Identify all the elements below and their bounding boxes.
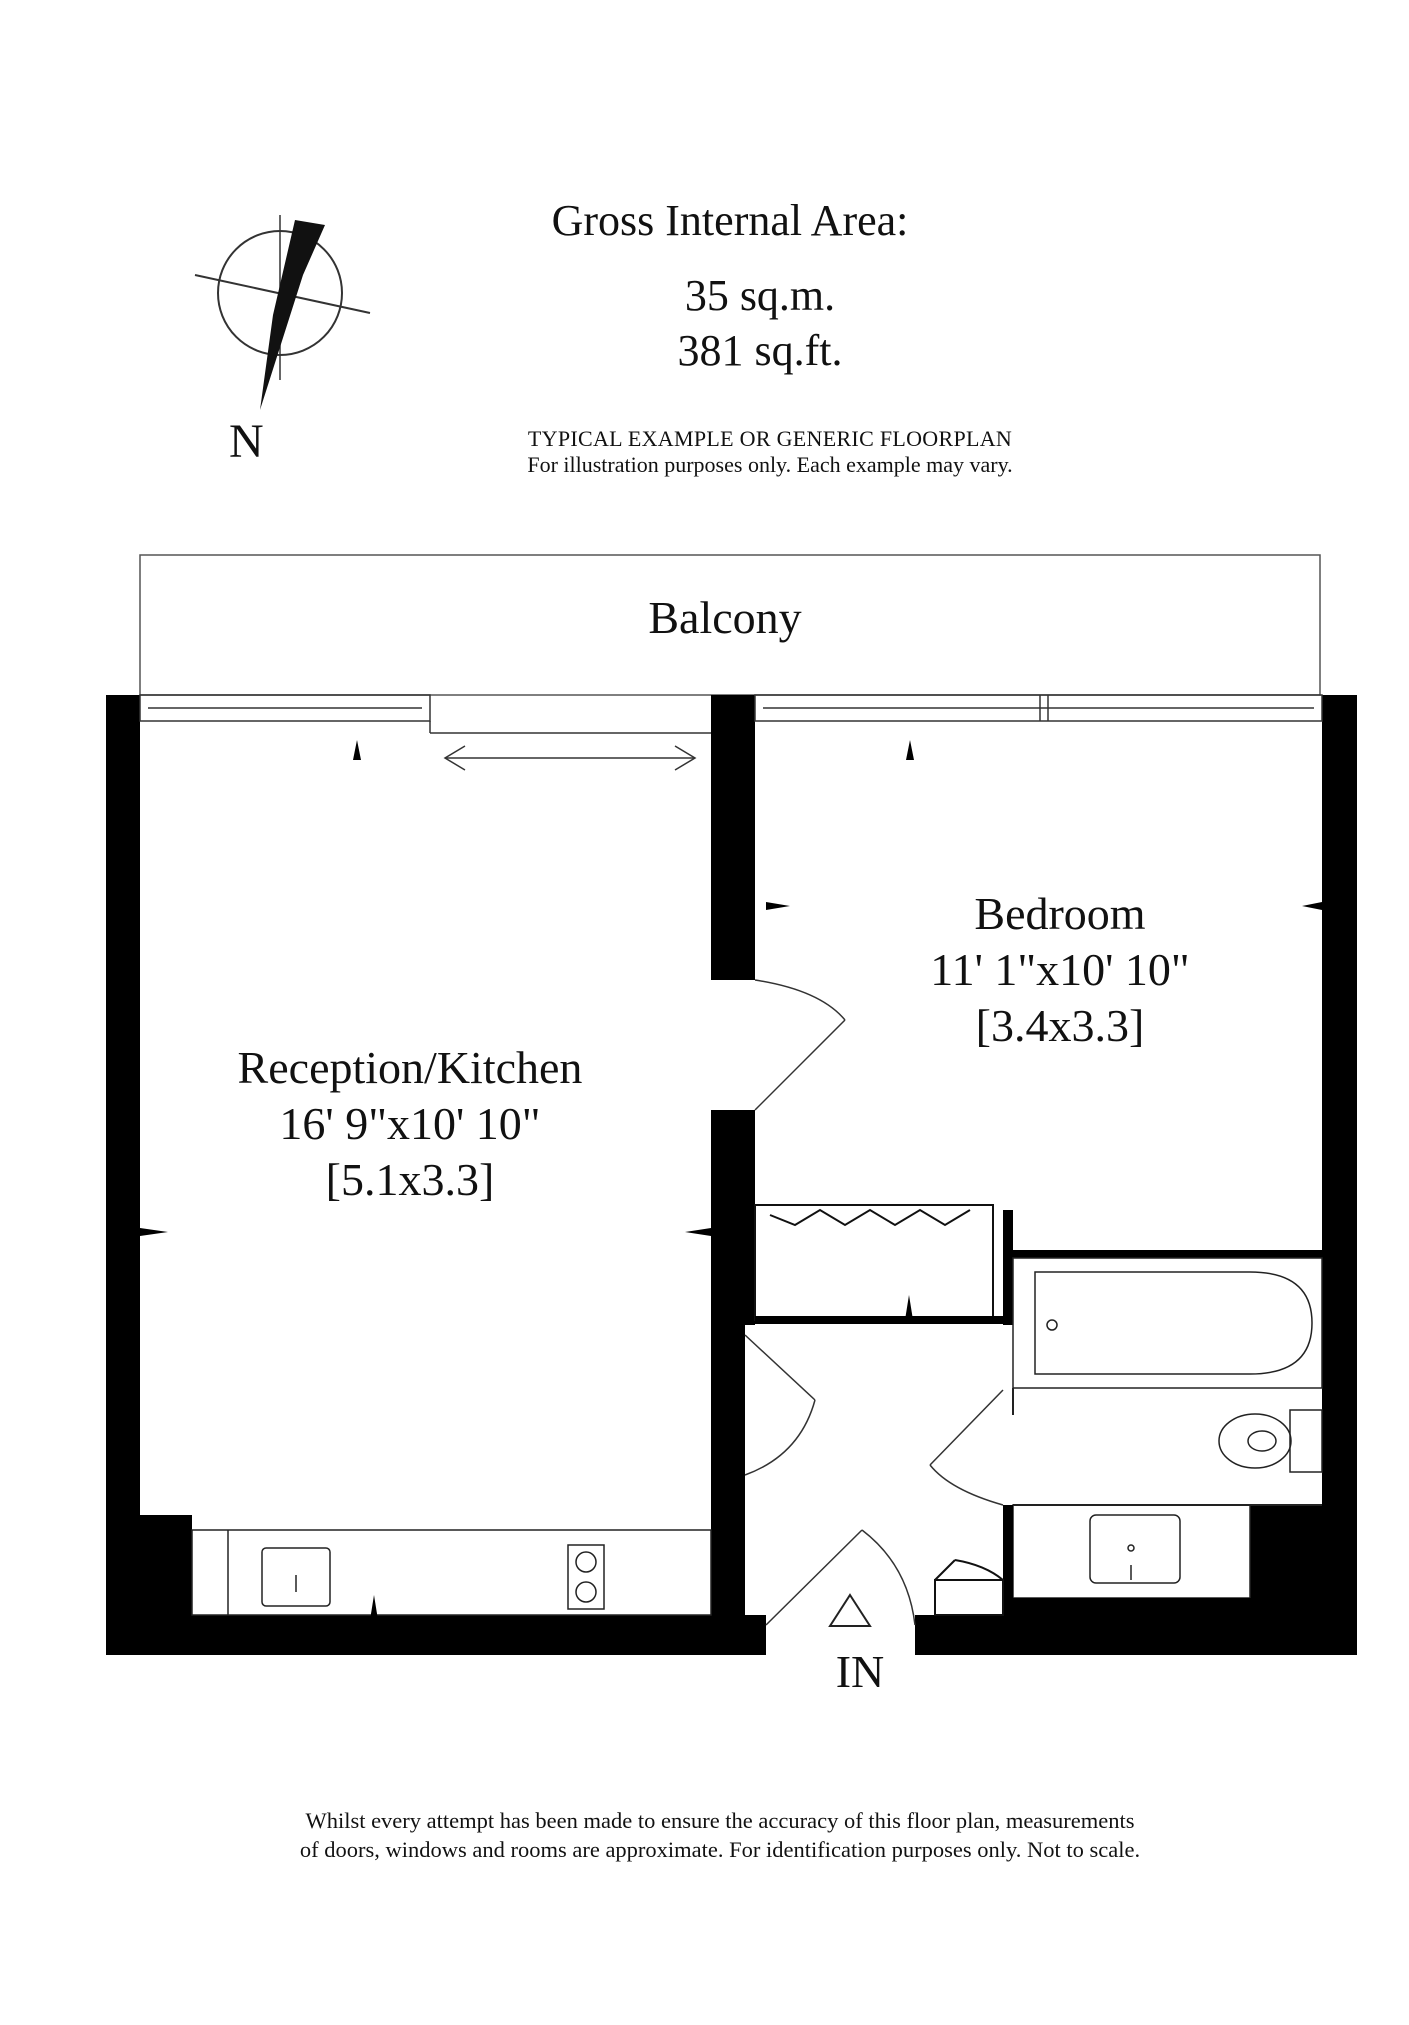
bedroom-door (755, 980, 845, 1110)
area-square-feet: 381 sq.ft. (677, 326, 843, 375)
kitchen-hob (568, 1545, 604, 1609)
reception-kitchen-label (180, 1040, 640, 1208)
left-exterior-wall (106, 695, 140, 1655)
toilet (1219, 1410, 1322, 1472)
bottom-wall-left (106, 1615, 766, 1655)
gross-internal-area-title: Gross Internal Area: (551, 196, 909, 245)
entrance-cupboard (935, 1560, 1003, 1615)
wardrobe-bottom-wall (755, 1316, 1010, 1324)
bathroom-basin (1013, 1505, 1250, 1598)
bottom-wall-right (915, 1615, 1357, 1655)
wardrobe (755, 1205, 993, 1320)
illustration-notice: For illustration purposes only. Each example may vary. (527, 452, 1013, 477)
sliding-door (430, 721, 711, 770)
bathroom-top-wall (1003, 1250, 1322, 1258)
bath-tub (1013, 1258, 1322, 1388)
kitchen-counter (192, 1530, 711, 1615)
reception-imperial-size: 16' 9"x10' 10" (279, 1098, 541, 1149)
bedroom-name: Bedroom (974, 888, 1146, 939)
window-right (755, 695, 1322, 721)
entrance-label: IN (835, 1646, 885, 1697)
compass-north-label: N (229, 415, 264, 468)
area-square-metres: 35 sq.m. (684, 271, 836, 320)
partition-wall-lower (711, 1320, 745, 1615)
window-left (140, 695, 430, 721)
reception-name: Reception/Kitchen (237, 1042, 583, 1093)
disclaimer-line-2: of doors, windows and rooms are approximate. For identification purposes only. Not to scale. (299, 1837, 1141, 1862)
partition-wall-upper (711, 695, 755, 980)
bathroom-bottom-wall (1003, 1598, 1322, 1615)
disclaimer-line-1: Whilst every attempt has been made to ensure the accuracy of this floor plan, measurements (305, 1808, 1135, 1833)
bathroom-side-wall (1003, 1505, 1013, 1615)
reception-door (745, 1335, 815, 1475)
bedroom-imperial-size: 11' 1"x10' 10" (930, 944, 1190, 995)
right-exterior-wall (1322, 695, 1357, 1655)
balcony-label: Balcony (648, 592, 802, 643)
bedroom-label (860, 886, 1260, 1054)
reception-metric-size: [5.1x3.3] (325, 1154, 495, 1205)
entrance-arrow-icon (830, 1595, 870, 1626)
bottom-left-corner-block (140, 1515, 192, 1615)
generic-floorplan-notice: TYPICAL EXAMPLE OR GENERIC FLOORPLAN (527, 426, 1013, 451)
kitchen-sink (262, 1548, 330, 1606)
bedroom-metric-size: [3.4x3.3] (975, 1000, 1145, 1051)
bathroom-left-wall (1003, 1210, 1013, 1325)
bathroom-door (930, 1390, 1003, 1505)
partition-wall-middle (711, 1110, 755, 1325)
